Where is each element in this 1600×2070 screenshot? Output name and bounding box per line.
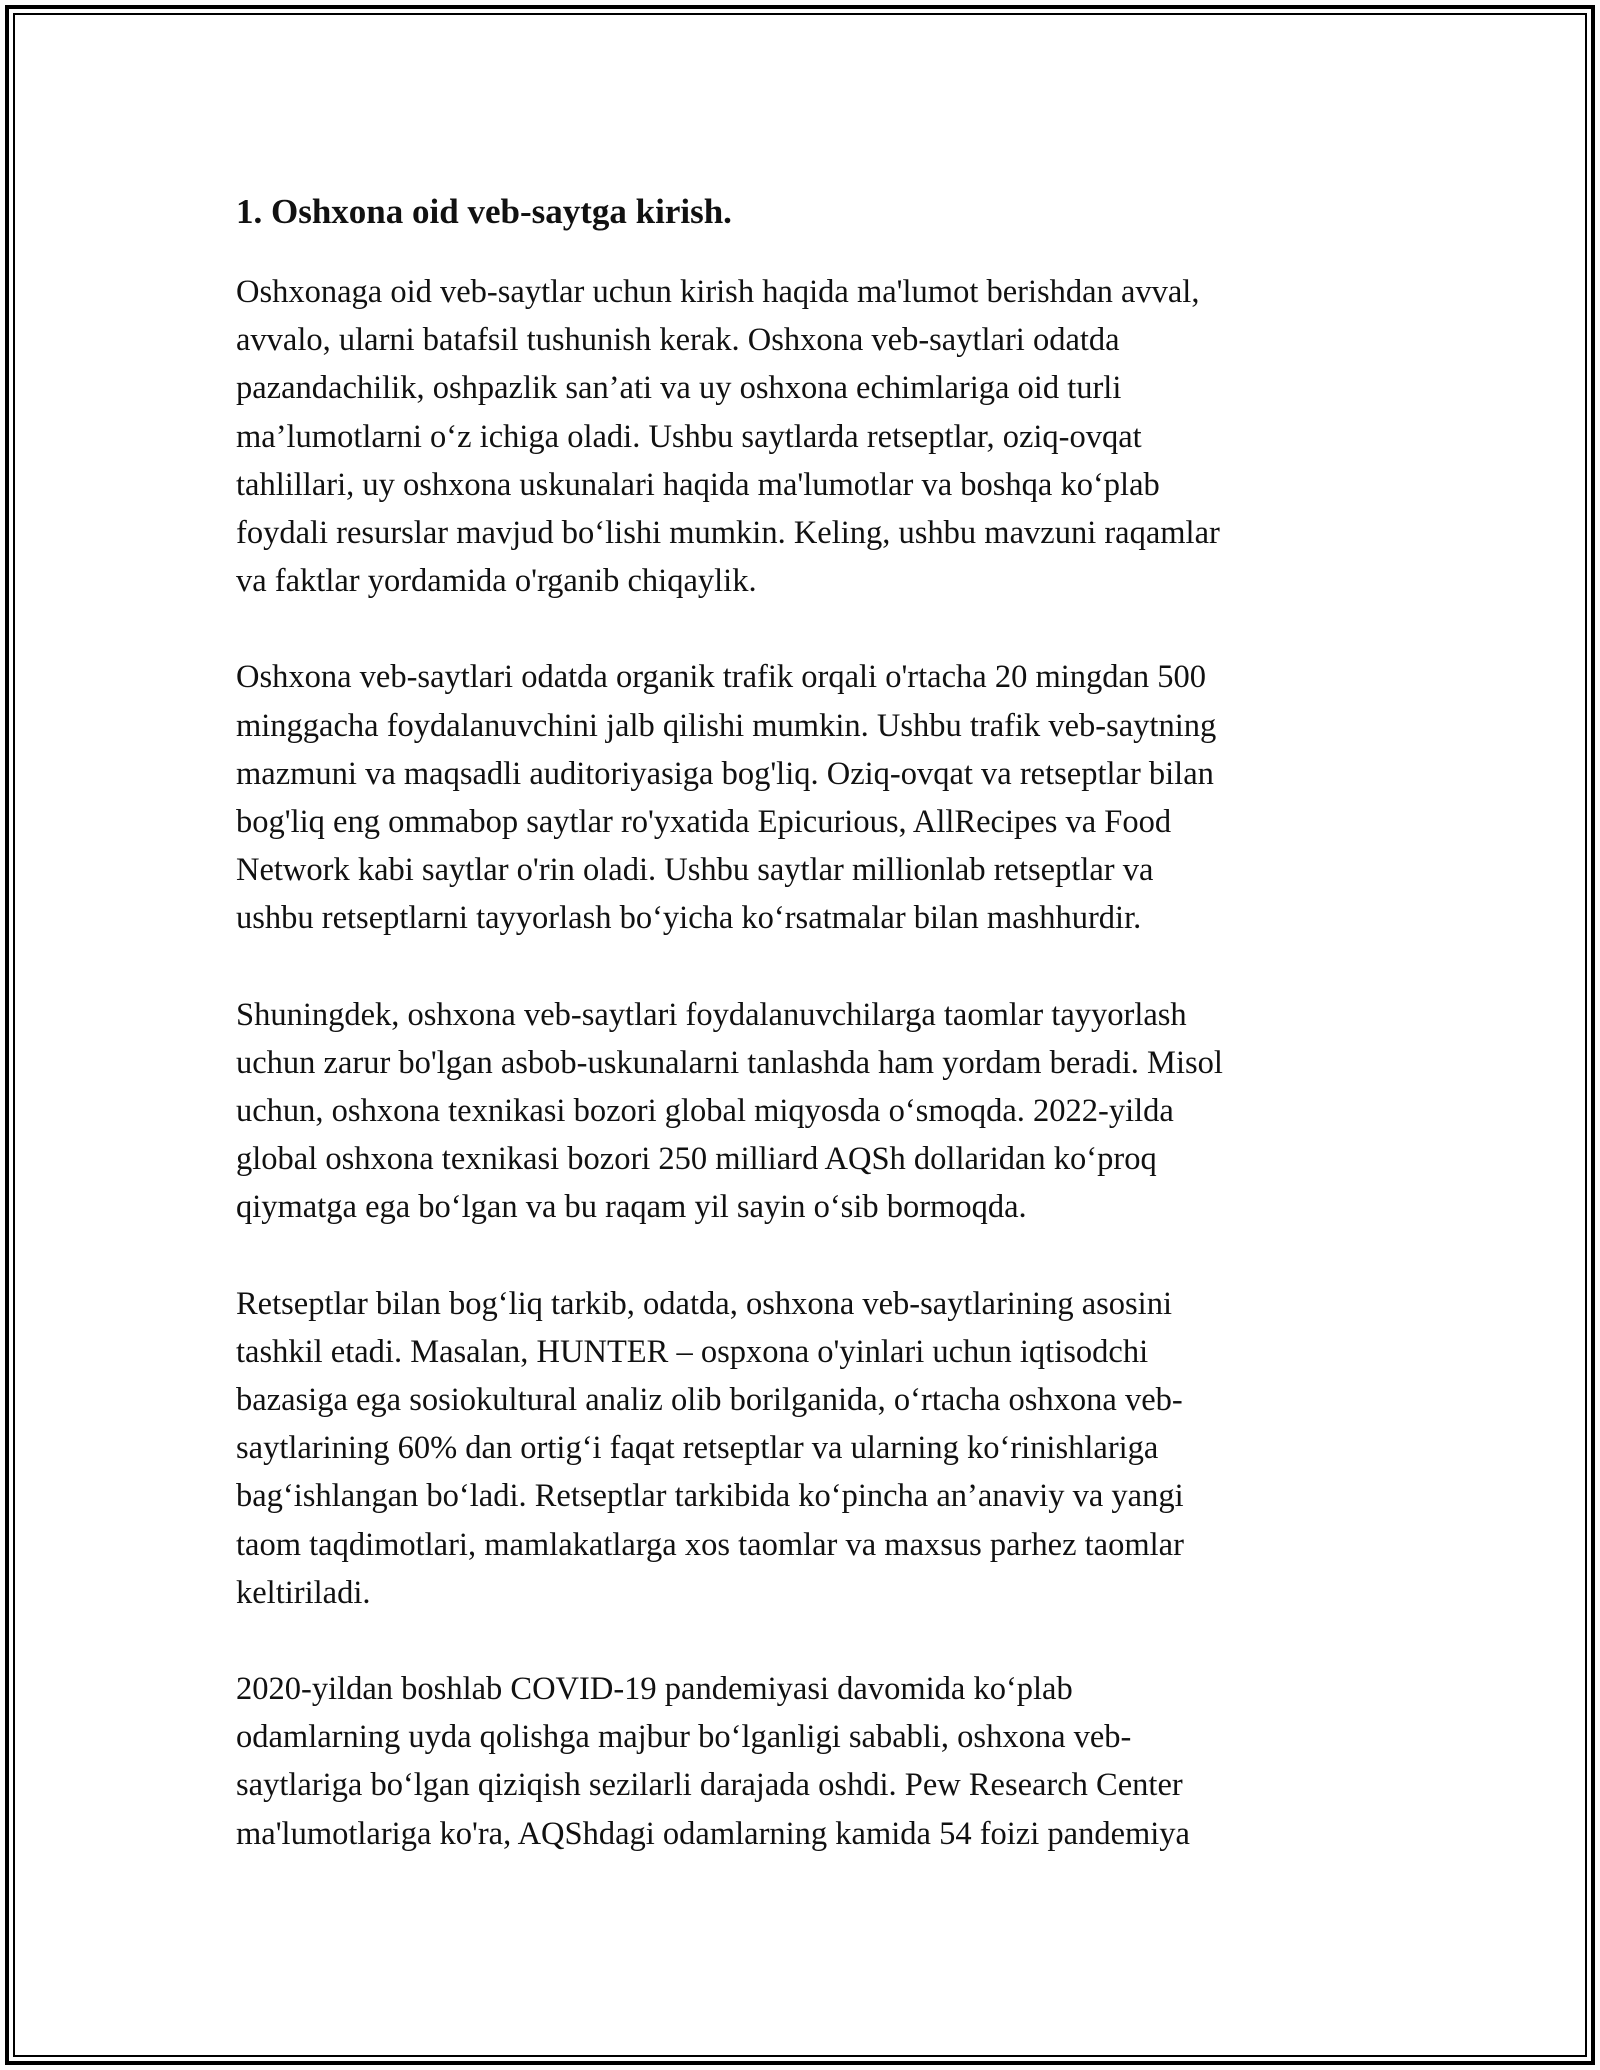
text-line: uchun zarur bo'lgan asbob-uskunalarni tanlashda ham yordam beradi. Misol [236,1044,1223,1081]
text-line: ma’lumotlarni o‘z ichiga oladi. Ushbu saytlarda retseptlar, oziq-ovqat [236,418,1142,455]
document-body [236,188,1356,1906]
text-line: mazmuni va maqsadli auditoriyasiga bog'liq. Oziq-ovqat va retseptlar bilan [236,755,1214,792]
text-line: odamlarning uyda qolishga majbur bo‘lganligi sababli, oshxona veb- [236,1719,1132,1756]
text-line: keltiriladi. [236,1574,371,1611]
text-line: va faktlar yordamida o'rganib chiqaylik. [236,563,757,600]
text-line: 2020-yildan boshlab COVID-19 pandemiyasi davomida ko‘plab [236,1671,1073,1708]
paragraph-2 [236,653,1356,942]
text-line: Shuningdek, oshxona veb-saytlari foydalanuvchilarga taomlar tayyorlash [236,996,1187,1033]
paragraph-1 [236,268,1356,605]
text-line: Oshxona veb-saytlari odatda organik trafik orqali o'rtacha 20 mingdan 500 [236,659,1207,696]
text-line: taom taqdimotlari, mamlakatlarga xos taomlar va maxsus parhez taomlar [236,1526,1184,1563]
text-line: qiymatga ega bo‘lgan va bu raqam yil sayin o‘sib bormoqda. [236,1189,1027,1226]
text-line: uchun, oshxona texnikasi bozori global miqyosda o‘smoqda. 2022-yilda [236,1093,1174,1130]
text-line: bazasiga ega sosiokultural analiz olib borilganida, o‘rtacha oshxona veb- [236,1382,1183,1419]
text-line: avvalo, ularni batafsil tushunish kerak. Oshxona veb-saytlari odatda [236,322,1120,359]
text-line: Retseptlar bilan bog‘liq tarkib, odatda, oshxona veb-saytlarining asosini [236,1285,1172,1322]
paragraph-5 [236,1665,1356,1858]
text-line: minggacha foydalanuvchini jalb qilishi mumkin. Ushbu trafik veb-saytning [236,707,1217,744]
text-line: bag‘ishlangan bo‘ladi. Retseptlar tarkibida ko‘pincha an’anaviy va yangi [236,1478,1184,1515]
text-line: Oshxonaga oid veb-saytlar uchun kirish haqida ma'lumot berishdan avval, [236,274,1200,310]
text-line: saytlariga bo‘lgan qiziqish sezilarli darajada oshdi. Pew Research Center [236,1767,1183,1804]
paragraph-4 [236,1280,1356,1617]
paragraph-3 [236,991,1356,1232]
text-line: Network kabi saytlar o'rin oladi. Ushbu saytlar millionlab retseptlar va [236,852,1154,889]
text-line: foydali resurslar mavjud bo‘lishi mumkin. Keling, ushbu mavzuni raqamlar [236,515,1220,552]
text-line: saytlarining 60% dan ortig‘i faqat retseptlar va ularning ko‘rinishlariga [236,1430,1159,1467]
text-line: global oshxona texnikasi bozori 250 milliard AQSh dollaridan ko‘proq [236,1141,1157,1178]
text-line: ushbu retseptlarni tayyorlash bo‘yicha ko‘rsatmalar bilan mashhurdir. [236,900,1142,937]
text-line: bog'liq eng ommabop saytlar ro'yxatida Epicurious, AllRecipes va Food [236,804,1172,841]
text-line: pazandachilik, oshpazlik san’ati va uy oshxona echimlariga oid turli [236,370,1122,407]
text-line: ma'lumotlariga ko'ra, AQShdagi odamlarning kamida 54 foizi pandemiya [236,1815,1190,1852]
text-line: tashkil etadi. Masalan, HUNTER – ospxona o'yinlari uchun iqtisodchi [236,1333,1149,1370]
text-line: tahlillari, uy oshxona uskunalari haqida ma'lumotlar va boshqa ko‘plab [236,466,1160,503]
section-heading: 1. Oshxona oid veb-saytga kirish. [236,192,732,231]
